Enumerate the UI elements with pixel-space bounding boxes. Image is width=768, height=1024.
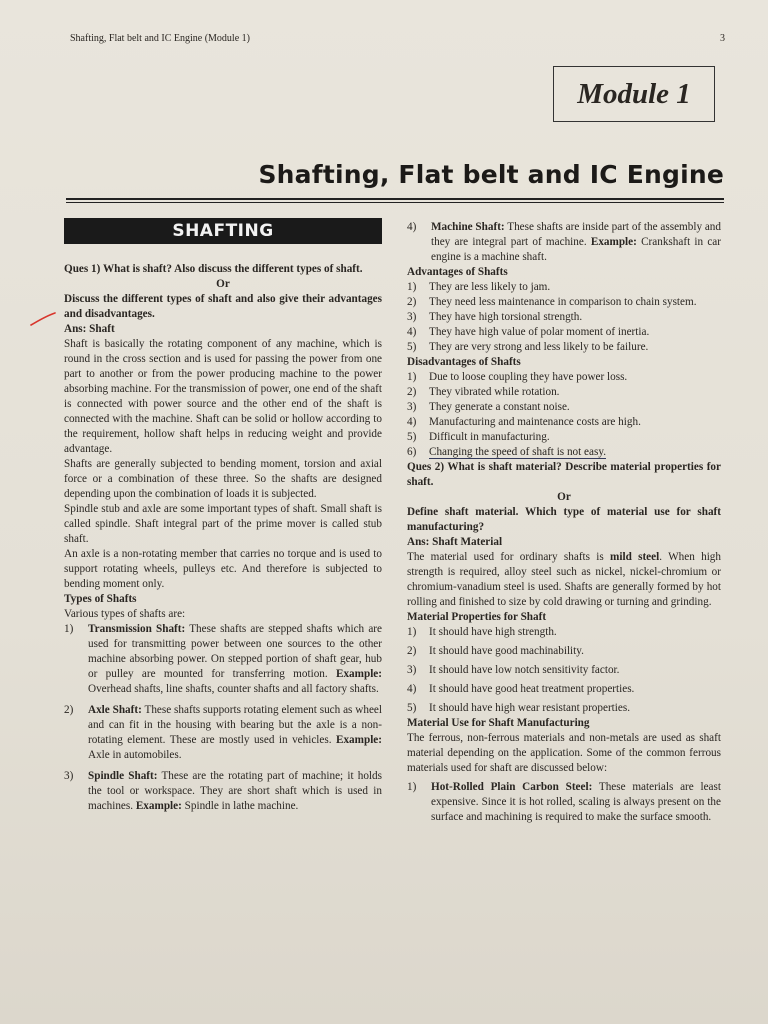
chapter-title: Shafting, Flat belt and IC Engine xyxy=(258,160,724,189)
title-rule-thick xyxy=(66,198,724,200)
question-1-alt: Discuss the different types of shaft and also give their advantages and disadvantages. xyxy=(64,293,382,320)
ferrous-materials-list xyxy=(407,780,721,825)
question-1: Ques 1) What is shaft? Also discuss the different types of shaft. xyxy=(64,263,363,275)
paragraph-shaft-definition: Shaft is basically the rotating component of any machine, which is round in the cross section and is used for passing the power from one part to another or from the power producing machine to the power absorbing machine. For the transmission of power, one end of the shaft is connected with power source and the other end of the shaft is connected with the machine. Shaft can be solid or hollow according to the requirement, hollow shaft helps in reducing weight and provide advantage. xyxy=(64,338,383,455)
section-banner: SHAFTING xyxy=(64,218,382,244)
paragraph-axle: An axle is a non-rotating member that carries no torque and is used to support rotating wheels, pulleys etc. And therefore is subjected to bending moment only. xyxy=(64,548,382,590)
types-intro: Various types of shafts are: xyxy=(64,608,186,620)
properties-list xyxy=(407,625,721,716)
list-item: 1) It should have high strength. xyxy=(407,626,557,638)
list-item: 3) They generate a constant noise. xyxy=(407,401,570,413)
question-2: Ques 2) What is shaft material? Describe material properties for shaft. xyxy=(407,461,721,488)
paragraph-shaft-kinds: Spindle stub and axle are some important types of shaft. Small shaft is called spindle. Shaft integral part of the prime mover is called stub shaft. xyxy=(64,503,382,545)
list-item: 5) Difficult in manufacturing. xyxy=(407,431,550,443)
list-item: 4) It should have good heat treatment properties. xyxy=(407,683,635,695)
advantages-heading: Advantages of Shafts xyxy=(407,266,508,278)
disadvantages-list xyxy=(407,370,721,460)
list-item: 1) Hot-Rolled Plain Carbon Steel: These materials are least expensive. Since it is hot rolled, scaling is always present on the surface and machining is required to make the surface smooth. xyxy=(407,781,721,823)
list-item: 4) Machine Shaft: These shafts are inside part of the assembly and they are integral part of machine. Example: Crankshaft in car engine is a machine shaft. xyxy=(407,221,721,263)
list-item: 1) Transmission Shaft: These shafts are stepped shafts which are used for transmitting power between one sources to the other machine absorbing power. On stepped portion of shaft gear, hub or pulley are mounted for transferring motion. Example: Overhead shafts, line shafts, counter shafts and all factory shafts. xyxy=(64,623,382,695)
question-2-alt: Define shaft material. Which type of material use for shaft manufacturing? xyxy=(407,506,721,533)
list-item: 2) They need less maintenance in comparison to chain system. xyxy=(407,296,697,308)
types-list-continued xyxy=(407,220,721,265)
paragraph-shaft-loads: Shafts are generally subjected to bending moment, torsion and axial force or a combination of these three. So the shafts are designed depending upon the combination of loads it is subjected. xyxy=(64,458,382,500)
material-use-heading: Material Use for Shaft Manufacturing xyxy=(407,717,590,729)
paragraph-material-use: The ferrous, non-ferrous materials and non-metals are used as shaft material depending on the application. Some of the common ferrous materials used for shaft are discussed below: xyxy=(407,732,721,774)
red-pen-tick-icon xyxy=(30,312,56,326)
list-item: 3) Spindle Shaft: These are the rotating part of machine; it holds the tool or workspace. They are short shaft which is used in machines. Example: Spindle in lathe machine. xyxy=(64,770,382,812)
or-divider-2: Or xyxy=(557,491,571,503)
module-label-box xyxy=(553,66,715,122)
left-column xyxy=(64,218,382,814)
title-rule-thin xyxy=(66,202,724,203)
list-item: 2) They vibrated while rotation. xyxy=(407,386,560,398)
right-column xyxy=(407,220,721,825)
list-item: 4) Manufacturing and maintenance costs are high. xyxy=(407,416,641,428)
disadvantages-heading: Disadvantages of Shafts xyxy=(407,356,521,368)
answer-heading-material: Ans: Shaft Material xyxy=(407,536,503,548)
list-item: 3) It should have low notch sensitivity factor. xyxy=(407,664,620,676)
module-label: Module 1 xyxy=(577,77,691,110)
paragraph-shaft-material: The material used for ordinary shafts is mild steel. When high strength is required, alloy steel such as nickel, nickel-chromium or chromium-vanadium steel is used. Shafts are generally formed by hot rolling and finished to size by cold drawing or turning and grinding. xyxy=(407,551,721,608)
list-item: 1) Due to loose coupling they have power loss. xyxy=(407,371,628,383)
list-item: 2) It should have good machinability. xyxy=(407,645,584,657)
properties-heading: Material Properties for Shaft xyxy=(407,611,547,623)
list-item: 5) It should have high wear resistant properties. xyxy=(407,702,631,714)
list-item: 2) Axle Shaft: These shafts supports rotating element such as wheel and can fit in the housing with bearing but the axle is a non-rotating element. These are mostly used in vehicles. Example: Axle in automobiles. xyxy=(64,704,382,761)
advantages-list xyxy=(407,280,721,355)
types-list xyxy=(64,622,382,814)
page-number: 3 xyxy=(720,33,725,44)
list-item: 1) They are less likely to jam. xyxy=(407,281,551,293)
or-divider-1: Or xyxy=(216,278,230,290)
running-header: Shafting, Flat belt and IC Engine (Module 1) xyxy=(70,33,250,44)
list-item: 3) They have high torsional strength. xyxy=(407,311,583,323)
list-item: 6) Changing the speed of shaft is not easy. xyxy=(407,446,606,458)
list-item: 5) They are very strong and less likely to be failure. xyxy=(407,341,649,353)
list-item: 4) They have high value of polar moment of inertia. xyxy=(407,326,650,338)
answer-heading-shaft: Ans: Shaft xyxy=(64,323,115,335)
types-heading: Types of Shafts xyxy=(64,593,137,605)
